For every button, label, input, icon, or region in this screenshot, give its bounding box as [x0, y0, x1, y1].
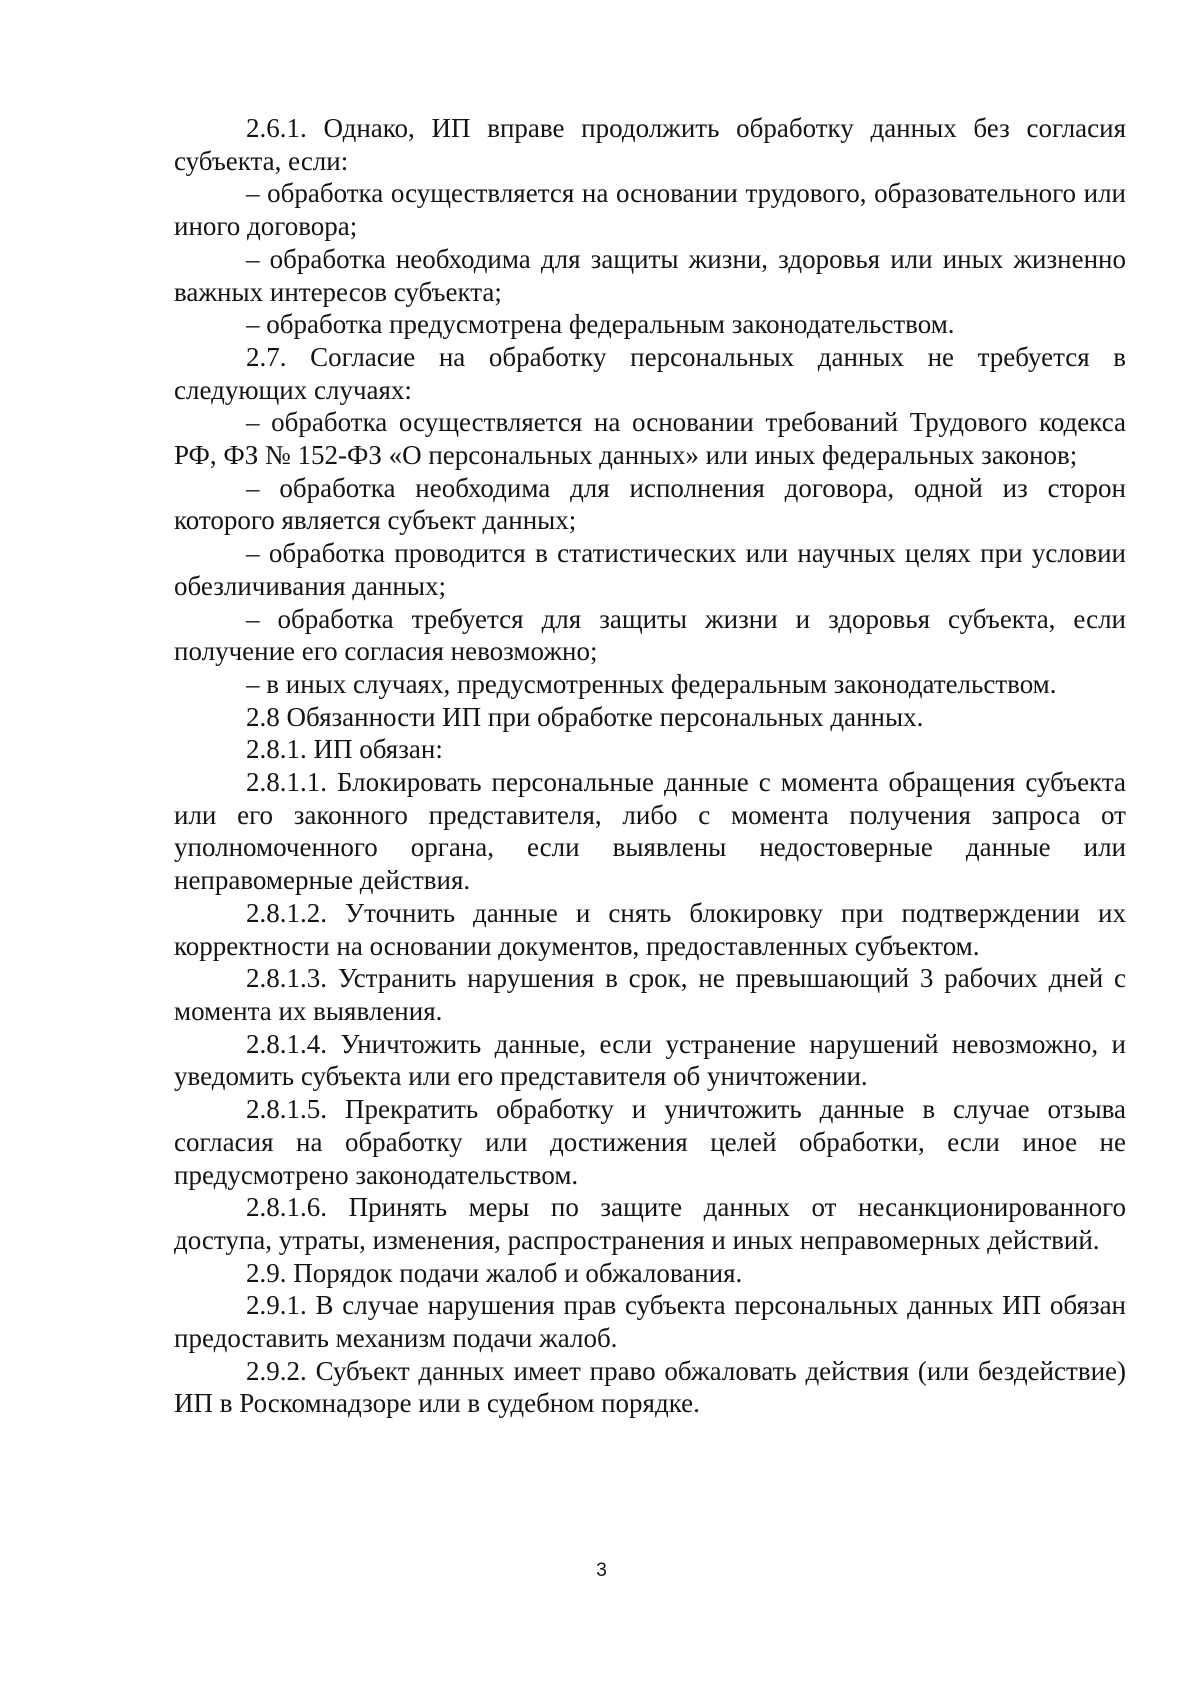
- document-body: [174, 112, 1126, 1420]
- list-item-other-cases: – в иных случаях, предусмотренных федеральным законодательством.: [246, 668, 1057, 699]
- list-item-labor-code: – обработка осуществляется на основании требований Трудового кодекса РФ, ФЗ № 152-ФЗ «О персональных данных» или иных федеральных законов;: [174, 407, 1126, 471]
- paragraph-2-8-1-2: 2.8.1.2. Уточнить данные и снять блокировку при подтверждении их корректности на основании документов, предоставленных субъектом.: [174, 897, 1126, 961]
- list-item-statistics: – обработка проводится в статистических или научных целях при условии обезличивания данных;: [174, 538, 1126, 601]
- paragraph-2-9-2: 2.9.2. Субъект данных имеет право обжаловать действия (или бездействие) ИП в Роскомнадзоре или в судебном порядке.: [174, 1355, 1126, 1419]
- paragraph-2-8-1-4: 2.8.1.4. Уничтожить данные, если устранение нарушений невозможно, и уведомить субъекта или его представителя об уничтожении.: [174, 1028, 1126, 1092]
- paragraph-2-7: 2.7. Согласие на обработку персональных данных не требуется в следующих случаях:: [174, 341, 1126, 405]
- list-item-federal-law: – обработка предусмотрена федеральным законодательством.: [246, 309, 955, 340]
- list-item-labor-contract: – обработка осуществляется на основании трудового, образовательного или иного договора;: [174, 178, 1126, 242]
- list-item-contract-execution: – обработка необходима для исполнения договора, одной из сторон которого является субъект данных;: [174, 472, 1126, 536]
- section-heading-2-9: 2.9. Порядок подачи жалоб и обжалования.: [246, 1257, 743, 1288]
- page-number: 3: [596, 1560, 607, 1581]
- paragraph-2-8-1: 2.8.1. ИП обязан:: [246, 734, 443, 765]
- paragraph-2-6-1: 2.6.1. Однако, ИП вправе продолжить обработку данных без согласия субъекта, если:: [174, 113, 1126, 176]
- list-item-life-protection: – обработка требуется для защиты жизни и здоровья субъекта, если получение его согласия невозможно;: [174, 603, 1126, 667]
- paragraph-2-8-1-6: 2.8.1.6. Принять меры по защите данных от несанкционированного доступа, утраты, изменения, распространения и иных неправомерных действий.: [174, 1192, 1126, 1255]
- section-heading-2-8: 2.8 Обязанности ИП при обработке персональных данных.: [246, 701, 924, 732]
- paragraph-2-8-1-1: 2.8.1.1. Блокировать персональные данные с момента обращения субъекта или его законного представителя, либо с момента получения запроса от уполномоченного органа, если выявлены недостоверные данные или неправомерные действия.: [174, 767, 1126, 896]
- list-item-vital-interests: – обработка необходима для защиты жизни, здоровья или иных жизненно важных интересов субъекта;: [174, 243, 1126, 307]
- paragraph-2-8-1-5: 2.8.1.5. Прекратить обработку и уничтожить данные в случае отзыва согласия на обработку или достижения целей обработки, если иное не предусмотрено законодательством.: [174, 1094, 1126, 1190]
- paragraph-2-9-1: 2.9.1. В случае нарушения прав субъекта персональных данных ИП обязан предоставить механизм подачи жалоб.: [174, 1290, 1126, 1354]
- paragraph-2-8-1-3: 2.8.1.3. Устранить нарушения в срок, не превышающий 3 рабочих дней с момента их выявления.: [174, 963, 1126, 1026]
